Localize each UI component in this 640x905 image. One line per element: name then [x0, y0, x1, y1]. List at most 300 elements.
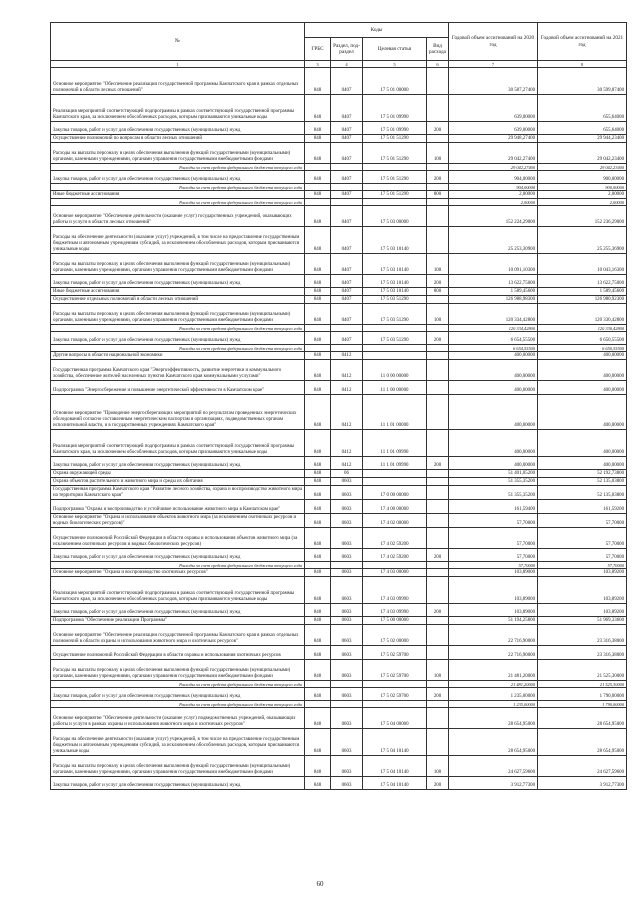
row-section: [331, 345, 363, 352]
table-row: [51, 95, 627, 122]
row-name: Закупка товаров, работ и услуг для обеспечения государственных (муниципальных) нужд: [51, 171, 305, 184]
row-target: [363, 199, 427, 206]
row-target: [363, 478, 427, 486]
row-amount-2021: 23 316,38000: [538, 646, 627, 660]
row-grbs: 848: [305, 304, 331, 325]
row-vr: 200: [427, 122, 449, 135]
row-amount-2021: 25 255,36900: [538, 227, 627, 254]
row-name: Осуществление полномочий Российской Федерации в области охраны и использования охотничьих ресурсов: [51, 646, 305, 660]
table-subrow: [51, 681, 627, 688]
row-name: Закупка товаров, работ и услуг для обеспечения государственных (муниципальных) нужд: [51, 549, 305, 562]
row-amount-2021: 1 790,00000: [538, 701, 627, 708]
row-amount-2020: 400,00000: [449, 457, 538, 470]
colnum-6: 6: [427, 61, 449, 68]
row-amount-2021: 21 525,30000: [538, 681, 627, 688]
row-target: 17 4 02 59200: [363, 549, 427, 562]
table-row: [51, 395, 627, 430]
row-grbs: [305, 164, 331, 171]
row-grbs: 848: [305, 577, 331, 604]
row-grbs: 848: [305, 617, 331, 625]
row-amount-2020: 3 912,77300: [449, 777, 538, 790]
row-amount-2021: 126 980,92300: [538, 296, 627, 304]
row-name: Расходы на выплаты персоналу в целях обеспечения выполнения функций государственными (муниципальными) органами, казенными учреждениями, органами управления государственными внебюджетными фондами: [51, 254, 305, 275]
row-amount-2020: 6 654,55500: [449, 345, 538, 352]
table-row: [51, 756, 627, 777]
row-vr: [427, 701, 449, 708]
table-row: [51, 625, 627, 646]
row-target: 17 5 03 10140: [363, 227, 427, 254]
row-amount-2021: 21 525,30000: [538, 660, 627, 681]
row-target: [363, 681, 427, 688]
row-name: Реализация мероприятий соответствующей подпрограммы в рамках соответствующей государственной программы Камчатского края, за исключением обособленных расходов, которым присваиваются уникальные коды: [51, 430, 305, 457]
row-vr: [427, 68, 449, 95]
row-amount-2020: 29 948,27400: [449, 135, 538, 143]
table-subrow: [51, 199, 627, 206]
row-target: 17 5 01 51290: [363, 135, 427, 143]
table-row: [51, 68, 627, 95]
budget-table-body: [51, 68, 627, 790]
row-target: 11 1 00 00000: [363, 381, 427, 395]
budget-table: [50, 22, 627, 790]
row-target: [363, 325, 427, 332]
row-vr: 200: [427, 457, 449, 470]
page-number: 60: [316, 880, 324, 888]
row-amount-2021: 24 627,59600: [538, 756, 627, 777]
row-name: Закупка товаров, работ и услуг для обеспечения государственных (муниципальных) нужд: [51, 457, 305, 470]
row-name: Расходы на выплаты персоналу в целях обеспечения выполнения функций государственными (муниципальными) органами, казенными учреждениями, органами управления государственными внебюджетными фондами: [51, 660, 305, 681]
row-amount-2020: 103,89000: [449, 604, 538, 617]
row-amount-2021: 103,89200: [538, 577, 627, 604]
row-name: Закупка товаров, работ и услуг для обеспечения государственных (муниципальных) нужд: [51, 604, 305, 617]
row-amount-2020: 51 355,35200: [449, 478, 538, 486]
row-amount-2021: 161,59200: [538, 500, 627, 514]
table-subrow: [51, 164, 627, 171]
row-target: 17 4 02 00000: [363, 514, 427, 528]
row-vr: [427, 95, 449, 122]
row-section: 0603: [331, 528, 363, 549]
row-section: 0407: [331, 275, 363, 288]
colnum-5: 5: [363, 61, 427, 68]
row-amount-2021: 400,00000: [538, 430, 627, 457]
row-amount-2020: 51 355,35200: [449, 486, 538, 500]
row-vr: [427, 708, 449, 729]
table-row: [51, 360, 627, 381]
table-row: [51, 171, 627, 184]
row-grbs: 848: [305, 171, 331, 184]
row-vr: [427, 381, 449, 395]
row-target: 17 5 02 59700: [363, 688, 427, 701]
row-amount-2020: 120 334,42800: [449, 304, 538, 325]
row-grbs: 848: [305, 352, 331, 360]
table-row: [51, 227, 627, 254]
row-amount-2020: 1 589,45600: [449, 288, 538, 296]
row-amount-2021: 57,70000: [538, 514, 627, 528]
row-grbs: 848: [305, 756, 331, 777]
row-amount-2020: 21 481,20000: [449, 681, 538, 688]
row-amount-2021: 400,00000: [538, 381, 627, 395]
row-target: 17 5 01 51290: [363, 191, 427, 199]
row-grbs: 848: [305, 729, 331, 756]
header-target: Целевая статья: [363, 38, 427, 61]
row-amount-2021: 23 316,38000: [538, 625, 627, 646]
row-amount-2020: 25 253,30900: [449, 227, 538, 254]
table-subrow: [51, 345, 627, 352]
row-grbs: 848: [305, 660, 331, 681]
row-name: Осуществление полномочий Российской Федерации в области охраны и использования объектов животного мира (за исключением охотничьих ресурсов и водных биологических ресурсов): [51, 528, 305, 549]
row-grbs: 848: [305, 206, 331, 227]
row-section: 0603: [331, 660, 363, 681]
row-amount-2020: 904,00000: [449, 171, 538, 184]
row-section: 0407: [331, 122, 363, 135]
row-grbs: 848: [305, 395, 331, 430]
row-target: 17 5 03 00000: [363, 206, 427, 227]
row-section: [331, 701, 363, 708]
row-grbs: 848: [305, 500, 331, 514]
row-target: 17 5 02 00000: [363, 625, 427, 646]
row-target: [363, 184, 427, 191]
row-section: 0603: [331, 729, 363, 756]
row-name: Расходы на выплаты персоналу в целях обеспечения выполнения функций государственными (муниципальными) органами, казенными учреждениями, органами управления государственными внебюджетными фондами: [51, 143, 305, 164]
row-amount-2020: 400,00000: [449, 430, 538, 457]
header-row-colnums: [51, 61, 627, 68]
row-grbs: 848: [305, 360, 331, 381]
row-target: 11 1 01 00000: [363, 395, 427, 430]
row-name: Осуществление полномочий по вопросам в области лесных отношений: [51, 135, 305, 143]
row-section: 0407: [331, 288, 363, 296]
row-name: Реализация мероприятий соответствующей подпрограммы в рамках соответствующей государственной программы Камчатского края, за исключением обособленных расходов, которым присваиваются уникальные коды: [51, 577, 305, 604]
row-section: 0603: [331, 569, 363, 577]
row-name: Основное мероприятие "Проведение энергосберегающих мероприятий по результатам проведенных энергетических обследований согласно составленным энергетическим паспортам в организациях, подведомственных органам исполнительной власти, и в государственных учреждениях Камчатского края": [51, 395, 305, 430]
row-name: Иные бюджетные ассигнования: [51, 288, 305, 296]
row-amount-2021: 900,00000: [538, 171, 627, 184]
row-vr: [427, 345, 449, 352]
row-grbs: 848: [305, 254, 331, 275]
row-section: [331, 681, 363, 688]
row-grbs: 848: [305, 275, 331, 288]
table-row: [51, 143, 627, 164]
table-row: [51, 486, 627, 500]
table-row: [51, 275, 627, 288]
row-name: Подпрограмма "Обеспечение реализации Программы": [51, 617, 305, 625]
row-section: 0407: [331, 227, 363, 254]
budget-table-sheet: [50, 22, 626, 790]
row-section: 0412: [331, 352, 363, 360]
row-name: Подпрограмма "Охрана и воспроизводство и устойчивое использование животного мира в Камчатском крае": [51, 500, 305, 514]
row-amount-2021: 103,89200: [538, 604, 627, 617]
table-row: [51, 688, 627, 701]
row-name: Государственная программа Камчатского края "Развитие лесного хозяйства, охрана и воспроизводство животного мира на территории Камчатского края": [51, 486, 305, 500]
table-row: [51, 569, 627, 577]
row-amount-2021: 52 135,03800: [538, 478, 627, 486]
row-vr: 100: [427, 756, 449, 777]
row-amount-2021: 655,64000: [538, 95, 627, 122]
row-name: Расходы за счет средств федерального бюджета текущего года: [51, 345, 305, 352]
row-name: Закупка товаров, работ и услуг для обеспечения государственных (муниципальных) нужд: [51, 122, 305, 135]
row-name: Расходы за счет средств федерального бюджета текущего года: [51, 164, 305, 171]
row-target: 17 5 01 51290: [363, 171, 427, 184]
row-section: 0603: [331, 500, 363, 514]
row-grbs: 848: [305, 332, 331, 345]
row-target: 17 5 03 10140: [363, 254, 427, 275]
row-name: Закупка товаров, работ и услуг для обеспечения государственных (муниципальных) нужд: [51, 332, 305, 345]
row-vr: [427, 352, 449, 360]
row-section: 0603: [331, 514, 363, 528]
row-amount-2021: 30 599,87400: [538, 68, 627, 95]
row-target: 11 0 00 00000: [363, 360, 427, 381]
row-target: 11 1 01 09990: [363, 430, 427, 457]
table-row: [51, 122, 627, 135]
row-grbs: 848: [305, 68, 331, 95]
row-section: 0603: [331, 708, 363, 729]
row-name: Закупка товаров, работ и услуг для обеспечения государственных (муниципальных) нужд: [51, 275, 305, 288]
row-section: 0603: [331, 625, 363, 646]
row-amount-2021: 52 135,03800: [538, 486, 627, 500]
row-grbs: 848: [305, 296, 331, 304]
row-vr: 200: [427, 332, 449, 345]
colnum-8: 8: [538, 61, 627, 68]
row-section: 0412: [331, 360, 363, 381]
row-grbs: 848: [305, 143, 331, 164]
row-grbs: 848: [305, 191, 331, 199]
row-section: 0412: [331, 381, 363, 395]
row-name: Иные бюджетные ассигнования: [51, 191, 305, 199]
row-target: 17 4 02 59200: [363, 528, 427, 549]
row-amount-2021: 6 650,55500: [538, 345, 627, 352]
row-vr: [427, 681, 449, 688]
row-vr: [427, 206, 449, 227]
table-row: [51, 288, 627, 296]
row-grbs: 848: [305, 528, 331, 549]
row-amount-2020: 103,89000: [449, 577, 538, 604]
row-vr: 200: [427, 275, 449, 288]
row-amount-2021: 29 042,23400: [538, 143, 627, 164]
row-name: Расходы за счет средств федерального бюджета текущего года: [51, 199, 305, 206]
row-grbs: 848: [305, 95, 331, 122]
row-amount-2021: 28 654,95000: [538, 729, 627, 756]
row-amount-2020: 51 194,25800: [449, 617, 538, 625]
row-grbs: 848: [305, 478, 331, 486]
row-amount-2020: 57,70000: [449, 528, 538, 549]
row-vr: [427, 528, 449, 549]
row-amount-2020: 24 627,59600: [449, 756, 538, 777]
row-target: 17 5 03 51290: [363, 296, 427, 304]
row-target: [363, 701, 427, 708]
row-amount-2020: 161,59400: [449, 500, 538, 514]
row-amount-2020: 103,89000: [449, 569, 538, 577]
row-section: [331, 325, 363, 332]
row-amount-2020: 57,70000: [449, 549, 538, 562]
row-name: Охрана окружающей среды: [51, 470, 305, 478]
row-target: 17 5 03 51290: [363, 332, 427, 345]
row-name: Основное мероприятие "Обеспечение реализации государственной программы Камчатского края в рамках отдельных полномочий в области лесных отношений": [51, 68, 305, 95]
header-year-2021: Годовой объем ассигнований на 2021 год: [538, 23, 627, 61]
row-section: 0412: [331, 457, 363, 470]
header-section: Раздел, под-раздел: [331, 38, 363, 61]
row-name: Расходы за счет средств федерального бюджета текущего года: [51, 681, 305, 688]
row-section: [331, 164, 363, 171]
row-name: Расходы за счет средств федерального бюджета текущего года: [51, 701, 305, 708]
row-vr: [427, 625, 449, 646]
row-vr: 200: [427, 171, 449, 184]
row-section: 0603: [331, 549, 363, 562]
row-name: Охрана объектов растительного и животного мира и среды их обитания: [51, 478, 305, 486]
header-num: №: [51, 23, 305, 61]
row-name: Расходы на выплаты персоналу в целях обеспечения выполнения функций государственными (муниципальными) органами, казенными учреждениями, органами управления государственными внебюджетными фондами: [51, 756, 305, 777]
row-amount-2020: 400,00000: [449, 360, 538, 381]
row-target: [363, 352, 427, 360]
row-section: 0603: [331, 756, 363, 777]
row-target: [363, 470, 427, 478]
row-target: 17 4 03 09990: [363, 604, 427, 617]
row-vr: 200: [427, 604, 449, 617]
row-vr: 200: [427, 688, 449, 701]
row-grbs: [305, 681, 331, 688]
row-amount-2021: 10 043,16300: [538, 254, 627, 275]
row-vr: [427, 514, 449, 528]
row-target: 17 5 01 51290: [363, 143, 427, 164]
row-section: [331, 562, 363, 569]
table-row: [51, 577, 627, 604]
row-target: 17 5 04 00000: [363, 708, 427, 729]
row-section: 0603: [331, 688, 363, 701]
row-amount-2020: 126 988,98300: [449, 296, 538, 304]
table-row: [51, 206, 627, 227]
row-amount-2021: 400,00000: [538, 352, 627, 360]
row-amount-2021: 29 944,23400: [538, 135, 627, 143]
row-target: 17 4 03 09990: [363, 577, 427, 604]
row-section: 0407: [331, 95, 363, 122]
row-vr: [427, 569, 449, 577]
row-vr: [427, 486, 449, 500]
header-row-top: [51, 23, 627, 38]
row-section: 0412: [331, 395, 363, 430]
row-vr: [427, 164, 449, 171]
row-amount-2021: 400,00000: [538, 457, 627, 470]
header-grbs: ГРБС: [305, 38, 331, 61]
row-section: [331, 184, 363, 191]
row-vr: 200: [427, 549, 449, 562]
row-vr: [427, 500, 449, 514]
row-grbs: [305, 325, 331, 332]
colnum-1: 1: [51, 61, 305, 68]
row-name: Основное мероприятие "Обеспечение деятельности (оказание услуг) государственных учреждений, оказывающих работы и услуги в области лесных отношений": [51, 206, 305, 227]
row-target: 17 5 03 10140: [363, 275, 427, 288]
row-amount-2021: 28 654,95000: [538, 708, 627, 729]
row-name: Закупка товаров, работ и услуг для обеспечения государственных (муниципальных) нужд: [51, 688, 305, 701]
row-target: [363, 164, 427, 171]
row-section: 0603: [331, 577, 363, 604]
row-name: Расходы за счет средств федерального бюджета текущего года: [51, 184, 305, 191]
row-vr: [427, 227, 449, 254]
colnum-7: 7: [449, 61, 538, 68]
table-row: [51, 549, 627, 562]
row-section: 0603: [331, 646, 363, 660]
row-name: Закупка товаров, работ и услуг для обеспечения государственных (муниципальных) нужд: [51, 777, 305, 790]
row-section: 0407: [331, 206, 363, 227]
row-grbs: [305, 184, 331, 191]
row-name: Осуществление отдельных полномочий в области лесных отношений: [51, 296, 305, 304]
row-name: Расходы на обеспечение деятельности (оказание услуг) учреждений, в том числе на предоставление государственным бюджетным и автономным учреждениям субсидий, за исключением обособленных расходов, которым присваиваются уникальные коды: [51, 227, 305, 254]
row-amount-2021: 57,70000: [538, 562, 627, 569]
row-amount-2021: 655,64000: [538, 122, 627, 135]
row-amount-2021: 900,00000: [538, 184, 627, 191]
row-section: 0407: [331, 304, 363, 325]
row-amount-2021: 400,00000: [538, 395, 627, 430]
row-amount-2020: 22 716,90000: [449, 625, 538, 646]
row-vr: 800: [427, 288, 449, 296]
row-target: 11 1 01 09990: [363, 457, 427, 470]
row-target: 17 5 04 10140: [363, 756, 427, 777]
row-amount-2020: 28 654,95000: [449, 729, 538, 756]
row-amount-2021: 57,70000: [538, 549, 627, 562]
table-row: [51, 660, 627, 681]
row-target: [363, 562, 427, 569]
row-vr: [427, 562, 449, 569]
table-row: [51, 528, 627, 549]
row-section: 0407: [331, 171, 363, 184]
row-section: 0603: [331, 486, 363, 500]
row-vr: [427, 470, 449, 478]
row-amount-2020: 28 654,95000: [449, 708, 538, 729]
table-row: [51, 470, 627, 478]
row-amount-2020: 1 235,00000: [449, 688, 538, 701]
row-vr: [427, 430, 449, 457]
table-row: [51, 304, 627, 325]
row-amount-2020: 400,00000: [449, 395, 538, 430]
header-year-2020: Годовой объем ассигнований на 2020 год: [449, 23, 538, 61]
row-vr: [427, 617, 449, 625]
row-grbs: 848: [305, 514, 331, 528]
row-vr: [427, 577, 449, 604]
row-name: Государственная программа Камчатского края "Энергоэффективность, развитие энергетики и коммунального хозяйства, обеспечение жителей населенных пунктов Камчатского края коммунальными услугами": [51, 360, 305, 381]
row-amount-2020: 13 622,75000: [449, 275, 538, 288]
table-row: [51, 478, 627, 486]
row-grbs: [305, 345, 331, 352]
table-row: [51, 135, 627, 143]
row-amount-2021: 1 589,45600: [538, 288, 627, 296]
row-grbs: 848: [305, 430, 331, 457]
row-vr: [427, 184, 449, 191]
row-name: Основное мероприятие "Обеспечение реализации государственной программы Камчатского края в рамках отдельных полномочий в области охраны и использования животного мира и охотничьих ресурсов": [51, 625, 305, 646]
colnum-3: 3: [305, 61, 331, 68]
table-subrow: [51, 325, 627, 332]
row-section: 0407: [331, 68, 363, 95]
row-target: 17 5 03 10140: [363, 288, 427, 296]
table-row: [51, 729, 627, 756]
row-vr: 100: [427, 304, 449, 325]
row-grbs: 848: [305, 569, 331, 577]
row-grbs: 848: [305, 486, 331, 500]
row-target: 17 5 01 09990: [363, 122, 427, 135]
row-vr: [427, 360, 449, 381]
table-row: [51, 617, 627, 625]
row-amount-2020: 21 481,20000: [449, 660, 538, 681]
row-target: 17 5 01 09990: [363, 95, 427, 122]
row-section: 0603: [331, 604, 363, 617]
row-grbs: 848: [305, 777, 331, 790]
table-row: [51, 381, 627, 395]
row-name: Расходы за счет средств федерального бюджета текущего года: [51, 325, 305, 332]
table-row: [51, 430, 627, 457]
row-target: 17 5 03 51290: [363, 304, 427, 325]
row-amount-2021: 6 650,55500: [538, 332, 627, 345]
row-amount-2021: 400,00000: [538, 360, 627, 381]
row-target: 17 5 02 59700: [363, 660, 427, 681]
row-amount-2020: 904,00000: [449, 184, 538, 191]
row-amount-2021: 2,00000: [538, 191, 627, 199]
row-amount-2020: 639,00000: [449, 122, 538, 135]
row-section: 0603: [331, 617, 363, 625]
